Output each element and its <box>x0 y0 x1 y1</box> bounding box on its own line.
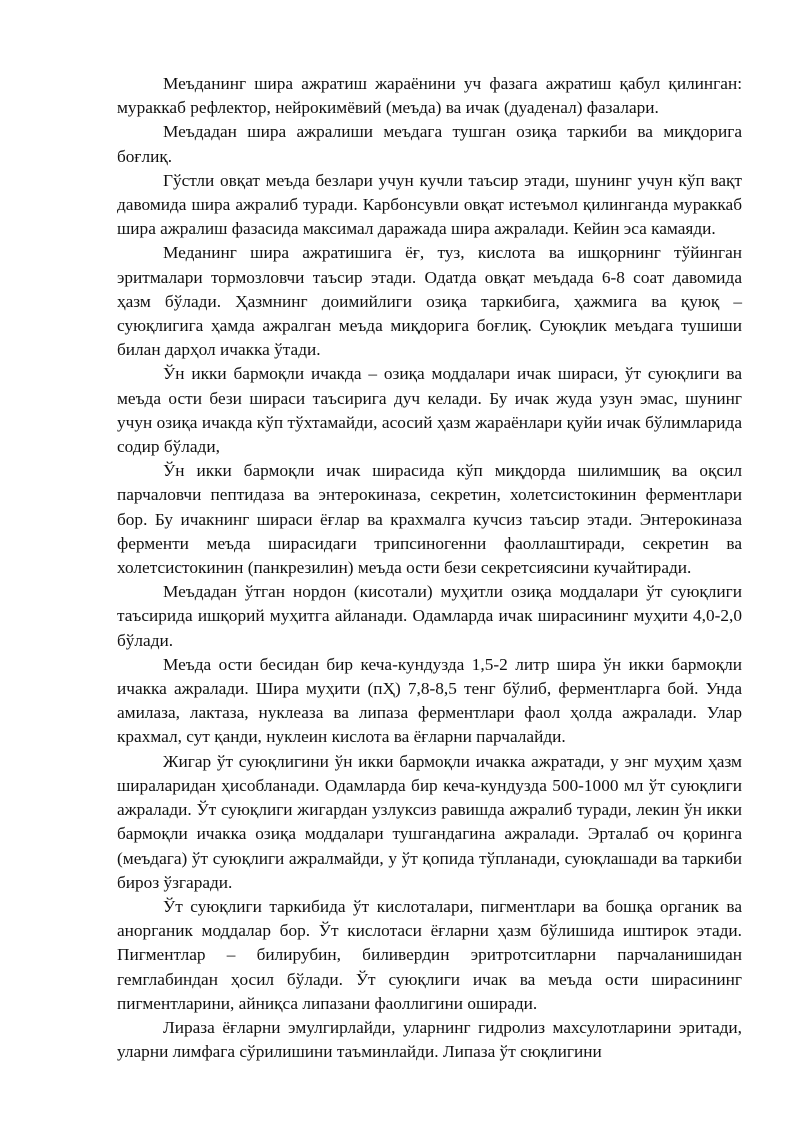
paragraph: Ўт суюқлиги таркибида ўт кислоталари, пигментлари ва бошқа органик ва анорганик моддалар бор. Ўт кислотаси ёғларни ҳазм бўлишида иштирок этади. Пигментлар – билирубин, биливердин эритротситларни парчаланишидан гемглабиндан ҳосил бўлади. Ўт суюқлиги ичак ва меъда ости ширасининг пигментларини, айниқса липазани фаоллигини оширади. <box>117 896 742 1013</box>
paragraph: Гўстли овқат меъда безлари учун кучли таъсир этади, шунинг учун кўп вақт давомида шира ажралиб туради. Карбонсувли овқат истеъмол қилинганда мураккаб шира ажралиш фазасида максимал даражада шира ажралади. Кейин эса камаяди. <box>117 170 742 239</box>
paragraph: Меъдадан шира ажралиши меъдага тушган озиқа таркиби ва миқдорига боғлиқ. <box>117 122 742 166</box>
paragraph: Меъдадан ўтган нордон (кисотали) муҳитли озиқа моддалари ўт суюқлиги таъсирида ишқорий муҳитга айланади. Одамларда ичак ширасининг муҳити 4,0-2,0 бўлади. <box>117 582 742 650</box>
paragraph: Ўн икки бармоқли ичакда – озиқа моддалари ичак шираси, ўт суюқлиги ва меъда ости бези шираси таъсирига дуч келади. Бу ичак жуда узун эмас, шунинг учун озиқа ичакда кўп тўхтамайди, асосий ҳазм жараёнлари қуйи ичак бўлимларида содир бўлади, <box>117 364 742 457</box>
paragraph: Лираза ёғларни эмулгирлайди, уларнинг гидролиз махсулотларини эритади, уларни лимфага сўрилишини таъминлайди. Липаза ўт сюқлигини <box>117 1017 742 1062</box>
paragraph: Меъданинг шира ажратиш жараёнини уч фазага ажратиш қабул қилинган: мураккаб рефлектор, нейрокимёвий (меъда) ва ичак (дуаденал) фазалари. <box>117 74 742 118</box>
paragraph: Жигар ўт суюқлигини ўн икки бармоқли ичакка ажратади, у энг муҳим ҳазм шираларидан ҳисобланади. Одамларда бир кеча-кундузда 500-1000 мл ўт суюқлиги ажралади. Ўт суюқлиги жигардан узлуксиз равишда ажралиб туради, лекин ўн икки бармоқли ичакка озиқа моддалари тушгандагина ажралади. Эрталаб оч қоринга (меъдага) ўт суюқлиги ажралмайди, у ўт қопида тўпланади, суюқлашади ва таркиби бироз ўзгаради. <box>117 751 742 892</box>
body-text <box>117 72 742 1064</box>
paragraph: Ўн икки бармоқли ичак ширасида кўп миқдорда шилимшиқ ва оқсил парчаловчи пептидаза ва энтерокиназа, секретин, холетсистокинин ферментлари бор. Бу ичакнинг шираси ёғлар ва крахмалга кучсиз таъсир этади. Энтерокиназа ферменти меъда ширасидаги трипсиногенни фаоллаштиради, секретин ва холетсистокинин (панкрезилин) меъда ости бези секретсиясини кучайтиради. <box>117 461 742 578</box>
paragraph: Меданинг шира ажратишига ёғ, туз, кислота ва ишқорнинг тўйинган эритмалари тормозловчи таъсир этади. Одатда овқат меъдада 6-8 соат давомида ҳазм бўлади. Ҳазмнинг доимийлиги озиқа таркибига, ҳажмига ва қуюқ – суюқлигига ҳамда ажралган меъда миқдорига боғлиқ. Суюқлик меъдага тушиши билан дарҳол ичакка ўтади. <box>117 243 742 360</box>
paragraph: Меъда ости бесидан бир кеча-кундузда 1,5-2 литр шира ўн икки бармоқли ичакка ажралади. Шира муҳити (пҲ) 7,8-8,5 тенг бўлиб, ферментларга бой. Унда амилаза, лактаза, нуклеаза ва липаза ферментлари фаол ҳолда ажралади. Улар крахмал, сут қанди, нуклеин кислота ва ёғларни парчалайди. <box>117 654 742 747</box>
